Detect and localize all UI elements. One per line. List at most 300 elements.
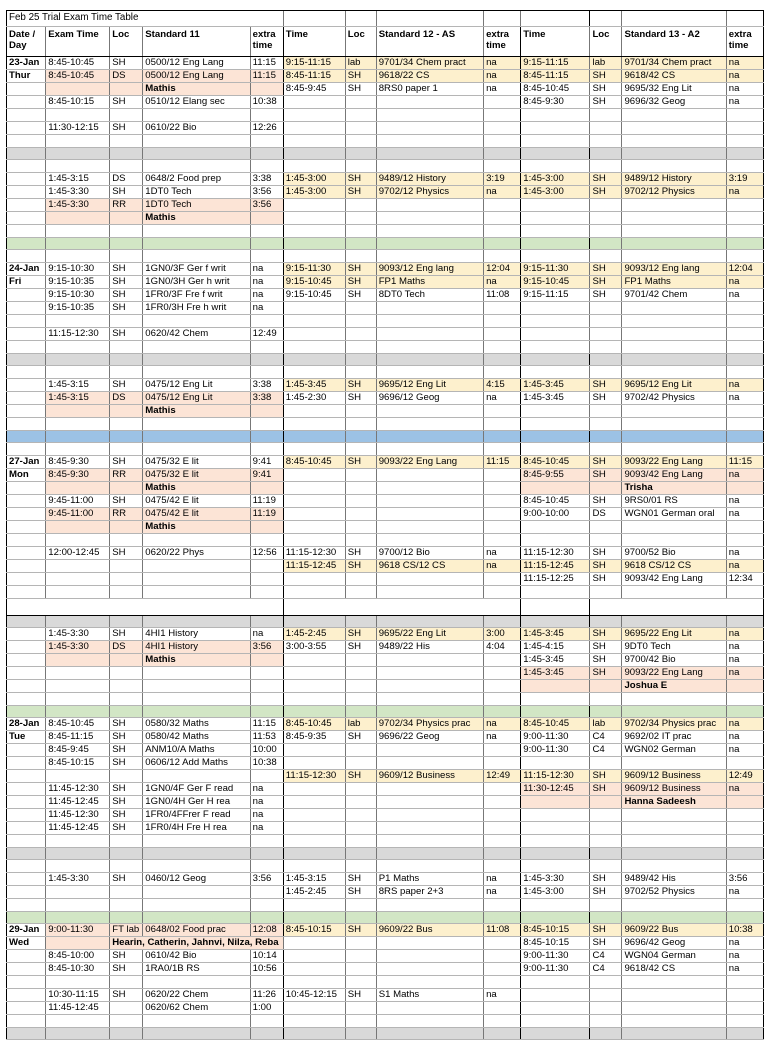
header-loc-11: Loc bbox=[110, 27, 143, 57]
table-row bbox=[7, 573, 764, 586]
cell-standard-12 bbox=[376, 654, 483, 667]
separator-cell bbox=[143, 354, 250, 366]
cell-exam-time bbox=[46, 899, 110, 912]
cell-exam-time: 8:45-10:45 bbox=[46, 718, 110, 731]
cell-exam-time: 1:45-3:30 bbox=[46, 199, 110, 212]
separator-cell bbox=[590, 148, 622, 160]
cell-extra-time-13: na bbox=[726, 469, 763, 482]
cell-time-12 bbox=[283, 212, 345, 225]
cell-loc-13: SH bbox=[590, 547, 622, 560]
cell-exam-time bbox=[46, 109, 110, 122]
cell-standard-13 bbox=[622, 1015, 726, 1028]
cell-loc-13: SH bbox=[590, 276, 622, 289]
separator-cell bbox=[376, 599, 483, 616]
separator-cell bbox=[143, 431, 250, 443]
cell-time-12 bbox=[283, 443, 345, 456]
cell-extra-time-13: 11:15 bbox=[726, 456, 763, 469]
cell-loc-12 bbox=[345, 328, 376, 341]
separator-cell bbox=[143, 238, 250, 250]
cell-time-12: 1:45-2:30 bbox=[283, 392, 345, 405]
table-row bbox=[7, 822, 764, 835]
cell-standard-12: 8RS0 paper 1 bbox=[376, 83, 483, 96]
cell-exam-time bbox=[46, 976, 110, 989]
separator-cell bbox=[484, 599, 521, 616]
cell-loc-11: Hearin, Catherin, Jahnvi, Nilza, Reba bbox=[110, 937, 284, 950]
cell-exam-time bbox=[46, 225, 110, 238]
cell-date-day bbox=[7, 302, 46, 315]
cell-extra-time-11: 12:49 bbox=[250, 328, 283, 341]
cell-extra-time-11 bbox=[250, 586, 283, 599]
cell-time-13 bbox=[521, 757, 590, 770]
cell-standard-13: 9692/02 IT prac bbox=[622, 731, 726, 744]
table-row bbox=[7, 641, 764, 654]
cell-date-day bbox=[7, 899, 46, 912]
cell-date-day bbox=[7, 225, 46, 238]
table-row bbox=[7, 783, 764, 796]
cell-standard-12 bbox=[376, 212, 483, 225]
cell-loc-13 bbox=[590, 757, 622, 770]
cell-loc-11: SH bbox=[110, 186, 143, 199]
cell-time-13: 1:45-3:45 bbox=[521, 654, 590, 667]
cell-standard-11: 1FR0/3F Fre f writ bbox=[143, 289, 250, 302]
cell-extra-time-13: na bbox=[726, 547, 763, 560]
cell-loc-11: SH bbox=[110, 289, 143, 302]
header-extra-time-12: extra time bbox=[484, 27, 521, 57]
cell-extra-time-13 bbox=[726, 328, 763, 341]
cell-loc-13: lab bbox=[590, 718, 622, 731]
table-row bbox=[7, 886, 764, 899]
cell-time-12 bbox=[283, 302, 345, 315]
cell-extra-time-13 bbox=[726, 443, 763, 456]
separator-cell bbox=[376, 431, 483, 443]
cell-standard-12 bbox=[376, 796, 483, 809]
cell-extra-time-12 bbox=[484, 809, 521, 822]
cell-standard-12 bbox=[376, 135, 483, 148]
table-row bbox=[7, 456, 764, 469]
separator-cell bbox=[345, 616, 376, 628]
cell-standard-12: 8RS paper 2+3 bbox=[376, 886, 483, 899]
cell-extra-time-12: 3:19 bbox=[484, 173, 521, 186]
cell-extra-time-12: 4:04 bbox=[484, 641, 521, 654]
cell-extra-time-11: 10:38 bbox=[250, 757, 283, 770]
cell-extra-time-13: na bbox=[726, 937, 763, 950]
cell-standard-12: 9701/34 Chem pract bbox=[376, 57, 483, 70]
separator-cell bbox=[250, 431, 283, 443]
cell-standard-11: 1GN0/3H Ger h writ bbox=[143, 276, 250, 289]
cell-time-12 bbox=[283, 654, 345, 667]
cell-standard-13: 9609/12 Business bbox=[622, 783, 726, 796]
cell-time-13: 8:45-10:45 bbox=[521, 83, 590, 96]
cell-date-day bbox=[7, 1002, 46, 1015]
cell-extra-time-13: na bbox=[726, 289, 763, 302]
cell-standard-11: ANM10/A Maths bbox=[143, 744, 250, 757]
cell-loc-11: SH bbox=[110, 822, 143, 835]
table-row bbox=[7, 667, 764, 680]
cell-standard-11: 0580/42 Maths bbox=[143, 731, 250, 744]
cell-time-12 bbox=[283, 809, 345, 822]
cell-time-13 bbox=[521, 976, 590, 989]
cell-date-day bbox=[7, 809, 46, 822]
separator-cell bbox=[484, 912, 521, 924]
cell-standard-12 bbox=[376, 508, 483, 521]
cell-exam-time: 8:45-10:15 bbox=[46, 757, 110, 770]
cell-extra-time-12: na bbox=[484, 886, 521, 899]
cell-date-day bbox=[7, 796, 46, 809]
cell-time-12 bbox=[283, 521, 345, 534]
separator-cell bbox=[143, 912, 250, 924]
cell-time-12 bbox=[283, 744, 345, 757]
cell-extra-time-13: na bbox=[726, 654, 763, 667]
separator-cell bbox=[7, 912, 46, 924]
cell-loc-11 bbox=[110, 366, 143, 379]
cell-exam-time: 8:45-10:45 bbox=[46, 70, 110, 83]
cell-extra-time-12 bbox=[484, 963, 521, 976]
cell-extra-time-11: na bbox=[250, 628, 283, 641]
cell-loc-11: SH bbox=[110, 731, 143, 744]
cell-time-13: 1:45-3:45 bbox=[521, 628, 590, 641]
separator-cell bbox=[46, 616, 110, 628]
cell-extra-time-11 bbox=[250, 976, 283, 989]
table-row bbox=[7, 860, 764, 873]
cell-loc-13 bbox=[590, 250, 622, 263]
separator-cell bbox=[622, 616, 726, 628]
cell-standard-12: 9618/22 CS bbox=[376, 70, 483, 83]
cell-loc-11 bbox=[110, 573, 143, 586]
cell-standard-12 bbox=[376, 443, 483, 456]
cell-time-13 bbox=[521, 443, 590, 456]
separator-cell bbox=[622, 238, 726, 250]
cell-loc-13 bbox=[590, 315, 622, 328]
cell-time-13 bbox=[521, 796, 590, 809]
cell-extra-time-12: 11:15 bbox=[484, 456, 521, 469]
header-standard-12: Standard 12 - AS bbox=[376, 27, 483, 57]
table-row bbox=[7, 560, 764, 573]
cell-extra-time-13: na bbox=[726, 783, 763, 796]
cell-loc-13: SH bbox=[590, 873, 622, 886]
cell-loc-11 bbox=[110, 212, 143, 225]
cell-time-13 bbox=[521, 366, 590, 379]
cell-loc-12 bbox=[345, 302, 376, 315]
cell-extra-time-13: na bbox=[726, 731, 763, 744]
table-row bbox=[7, 276, 764, 289]
cell-loc-13 bbox=[590, 225, 622, 238]
cell-time-12 bbox=[283, 315, 345, 328]
cell-standard-12 bbox=[376, 225, 483, 238]
cell-extra-time-11: 11:15 bbox=[250, 718, 283, 731]
cell-extra-time-13 bbox=[726, 809, 763, 822]
cell-extra-time-12 bbox=[484, 495, 521, 508]
cell-date-day bbox=[7, 654, 46, 667]
cell-time-13 bbox=[521, 822, 590, 835]
cell-date-day bbox=[7, 963, 46, 976]
cell-time-13 bbox=[521, 212, 590, 225]
cell-date-day bbox=[7, 482, 46, 495]
cell-standard-12 bbox=[376, 744, 483, 757]
cell-standard-13 bbox=[622, 899, 726, 912]
cell-loc-12 bbox=[345, 573, 376, 586]
cell-standard-12 bbox=[376, 586, 483, 599]
cell-time-12 bbox=[283, 495, 345, 508]
cell-time-12: 9:15-10:45 bbox=[283, 276, 345, 289]
header-time-12: Time bbox=[283, 27, 345, 57]
cell-standard-11: 1GN0/4H Ger H rea bbox=[143, 796, 250, 809]
separator-cell bbox=[622, 431, 726, 443]
separator-cell bbox=[143, 616, 250, 628]
cell-loc-12 bbox=[345, 950, 376, 963]
cell-loc-12 bbox=[345, 667, 376, 680]
cell-loc-13 bbox=[590, 109, 622, 122]
cell-time-13 bbox=[521, 482, 590, 495]
cell-loc-13 bbox=[590, 1002, 622, 1015]
cell-extra-time-13 bbox=[726, 418, 763, 431]
cell-time-13: 8:45-11:15 bbox=[521, 70, 590, 83]
cell-time-13: 9:00-11:30 bbox=[521, 950, 590, 963]
cell-exam-time bbox=[46, 860, 110, 873]
separator-cell bbox=[7, 706, 46, 718]
cell-standard-11: 0648/2 Food prep bbox=[143, 173, 250, 186]
separator-cell bbox=[376, 354, 483, 366]
cell-time-12: 8:45-10:45 bbox=[283, 718, 345, 731]
cell-time-12 bbox=[283, 109, 345, 122]
table-row bbox=[7, 263, 764, 276]
table-row bbox=[7, 1015, 764, 1028]
separator-cell bbox=[726, 354, 763, 366]
separator-cell bbox=[622, 599, 726, 616]
cell-loc-12: SH bbox=[345, 989, 376, 1002]
cell-extra-time-13 bbox=[726, 1015, 763, 1028]
table-row bbox=[7, 379, 764, 392]
cell-extra-time-12 bbox=[484, 822, 521, 835]
cell-date-day bbox=[7, 315, 46, 328]
cell-exam-time bbox=[46, 937, 110, 950]
cell-extra-time-12 bbox=[484, 693, 521, 706]
separator-cell bbox=[726, 148, 763, 160]
cell-time-13: 9:00-11:30 bbox=[521, 963, 590, 976]
cell-standard-13: WGN02 German bbox=[622, 744, 726, 757]
cell-loc-11 bbox=[110, 886, 143, 899]
cell-extra-time-12 bbox=[484, 135, 521, 148]
cell-time-12 bbox=[283, 122, 345, 135]
cell-loc-13: SH bbox=[590, 289, 622, 302]
cell-loc-11: DS bbox=[110, 641, 143, 654]
separator-cell bbox=[250, 238, 283, 250]
cell-date-day bbox=[7, 560, 46, 573]
separator-cell bbox=[345, 431, 376, 443]
separator-cell bbox=[726, 706, 763, 718]
cell-loc-13 bbox=[590, 796, 622, 809]
cell-standard-13 bbox=[622, 302, 726, 315]
cell-loc-13: SH bbox=[590, 783, 622, 796]
cell-extra-time-11 bbox=[250, 667, 283, 680]
cell-date-day: 28-Jan bbox=[7, 718, 46, 731]
table-row bbox=[7, 225, 764, 238]
cell-loc-12: SH bbox=[345, 83, 376, 96]
cell-extra-time-13: na bbox=[726, 667, 763, 680]
cell-time-13 bbox=[521, 199, 590, 212]
cell-extra-time-12 bbox=[484, 860, 521, 873]
cell-standard-12 bbox=[376, 315, 483, 328]
separator-row bbox=[7, 912, 764, 924]
cell-standard-11: 1GN0/3F Ger f writ bbox=[143, 263, 250, 276]
cell-loc-11: SH bbox=[110, 57, 143, 70]
separator-cell bbox=[376, 1028, 483, 1040]
cell-standard-12: 9609/22 Bus bbox=[376, 924, 483, 937]
cell-time-13 bbox=[521, 521, 590, 534]
cell-loc-11: SH bbox=[110, 547, 143, 560]
separator-cell bbox=[590, 1028, 622, 1040]
cell-loc-13: SH bbox=[590, 70, 622, 83]
cell-extra-time-11 bbox=[250, 886, 283, 899]
cell-standard-12: FP1 Maths bbox=[376, 276, 483, 289]
cell-time-13: 1:45-4:15 bbox=[521, 641, 590, 654]
cell-extra-time-13 bbox=[726, 680, 763, 693]
cell-extra-time-12: na bbox=[484, 392, 521, 405]
cell-standard-12 bbox=[376, 822, 483, 835]
cell-time-12: 9:15-11:15 bbox=[283, 57, 345, 70]
cell-loc-12: SH bbox=[345, 641, 376, 654]
separator-cell bbox=[283, 1028, 345, 1040]
table-row bbox=[7, 186, 764, 199]
cell-loc-12 bbox=[345, 586, 376, 599]
cell-loc-12 bbox=[345, 1002, 376, 1015]
separator-cell bbox=[590, 706, 622, 718]
separator-cell bbox=[622, 848, 726, 860]
cell-date-day: Tue bbox=[7, 731, 46, 744]
cell-loc-12 bbox=[345, 809, 376, 822]
cell-loc-12 bbox=[345, 405, 376, 418]
exam-timetable-sheet bbox=[6, 10, 764, 1040]
cell-loc-11: SH bbox=[110, 456, 143, 469]
cell-extra-time-11 bbox=[250, 109, 283, 122]
cell-loc-11: SH bbox=[110, 873, 143, 886]
cell-loc-12: SH bbox=[345, 547, 376, 560]
cell-date-day bbox=[7, 341, 46, 354]
cell-extra-time-11: 11:19 bbox=[250, 508, 283, 521]
cell-extra-time-11: 11:19 bbox=[250, 495, 283, 508]
cell-time-12 bbox=[283, 963, 345, 976]
cell-standard-12 bbox=[376, 418, 483, 431]
cell-extra-time-12: 12:04 bbox=[484, 263, 521, 276]
cell-standard-11: 1FR0/3H Fre h writ bbox=[143, 302, 250, 315]
cell-time-12 bbox=[283, 225, 345, 238]
cell-date-day bbox=[7, 667, 46, 680]
cell-loc-12: SH bbox=[345, 731, 376, 744]
cell-loc-12 bbox=[345, 508, 376, 521]
cell-loc-12 bbox=[345, 744, 376, 757]
cell-extra-time-11: na bbox=[250, 289, 283, 302]
separator-cell bbox=[345, 238, 376, 250]
cell-extra-time-13 bbox=[726, 693, 763, 706]
separator-cell bbox=[726, 912, 763, 924]
cell-time-13: 1:45-3:45 bbox=[521, 392, 590, 405]
cell-loc-12: SH bbox=[345, 560, 376, 573]
separator-cell bbox=[7, 431, 46, 443]
cell-exam-time: 11:45-12:30 bbox=[46, 783, 110, 796]
cell-time-13 bbox=[521, 341, 590, 354]
cell-standard-13: 9093/22 Eng Lang bbox=[622, 667, 726, 680]
separator-cell bbox=[110, 912, 143, 924]
separator-cell bbox=[521, 616, 590, 628]
cell-loc-13 bbox=[590, 586, 622, 599]
cell-extra-time-11: 3:38 bbox=[250, 173, 283, 186]
cell-loc-13: SH bbox=[590, 924, 622, 937]
cell-standard-12: 9609/12 Business bbox=[376, 770, 483, 783]
cell-extra-time-12 bbox=[484, 783, 521, 796]
cell-extra-time-11: 10:56 bbox=[250, 963, 283, 976]
cell-time-13: 11:15-12:25 bbox=[521, 573, 590, 586]
cell-standard-13: 9702/52 Physics bbox=[622, 886, 726, 899]
cell-date-day bbox=[7, 495, 46, 508]
cell-date-day: 24-Jan bbox=[7, 263, 46, 276]
cell-standard-13: Hanna Sadeesh bbox=[622, 796, 726, 809]
table-row bbox=[7, 392, 764, 405]
cell-exam-time bbox=[46, 341, 110, 354]
cell-time-13: 1:45-3:00 bbox=[521, 186, 590, 199]
cell-time-13 bbox=[521, 693, 590, 706]
cell-loc-13 bbox=[590, 418, 622, 431]
cell-standard-13 bbox=[622, 860, 726, 873]
cell-time-12: 11:15-12:30 bbox=[283, 547, 345, 560]
cell-exam-time: 9:00-11:30 bbox=[46, 924, 110, 937]
cell-standard-11 bbox=[143, 534, 250, 547]
cell-time-12 bbox=[283, 135, 345, 148]
separator-cell bbox=[345, 148, 376, 160]
cell-extra-time-11 bbox=[250, 250, 283, 263]
cell-extra-time-12: na bbox=[484, 83, 521, 96]
cell-exam-time: 11:45-12:45 bbox=[46, 1002, 110, 1015]
cell-exam-time bbox=[46, 135, 110, 148]
cell-loc-11: SH bbox=[110, 628, 143, 641]
separator-cell bbox=[484, 706, 521, 718]
separator-cell bbox=[521, 599, 590, 616]
separator-cell bbox=[376, 912, 483, 924]
cell-loc-11 bbox=[110, 83, 143, 96]
cell-time-13: 9:15-10:45 bbox=[521, 276, 590, 289]
cell-time-12 bbox=[283, 96, 345, 109]
cell-date-day bbox=[7, 521, 46, 534]
cell-loc-11 bbox=[110, 835, 143, 848]
cell-time-12 bbox=[283, 250, 345, 263]
cell-loc-13: C4 bbox=[590, 731, 622, 744]
cell-loc-12 bbox=[345, 96, 376, 109]
cell-extra-time-11: 12:56 bbox=[250, 547, 283, 560]
cell-time-12: 1:45-2:45 bbox=[283, 886, 345, 899]
cell-standard-13 bbox=[622, 225, 726, 238]
separator-cell bbox=[622, 706, 726, 718]
table-row bbox=[7, 950, 764, 963]
separator-cell bbox=[250, 1028, 283, 1040]
cell-loc-13 bbox=[590, 366, 622, 379]
cell-standard-13 bbox=[622, 822, 726, 835]
separator-cell bbox=[46, 431, 110, 443]
cell-extra-time-11: na bbox=[250, 302, 283, 315]
cell-date-day bbox=[7, 573, 46, 586]
cell-exam-time: 8:45-9:45 bbox=[46, 744, 110, 757]
separator-cell bbox=[143, 706, 250, 718]
cell-loc-12 bbox=[345, 835, 376, 848]
cell-loc-13: C4 bbox=[590, 744, 622, 757]
cell-extra-time-11: 3:56 bbox=[250, 186, 283, 199]
cell-loc-12 bbox=[345, 418, 376, 431]
cell-loc-11: SH bbox=[110, 495, 143, 508]
cell-extra-time-11 bbox=[250, 1015, 283, 1028]
cell-loc-13 bbox=[590, 135, 622, 148]
cell-time-12: 1:45-3:45 bbox=[283, 379, 345, 392]
cell-loc-13 bbox=[590, 976, 622, 989]
separator-cell bbox=[46, 706, 110, 718]
cell-standard-12: 9696/22 Geog bbox=[376, 731, 483, 744]
cell-exam-time bbox=[46, 482, 110, 495]
